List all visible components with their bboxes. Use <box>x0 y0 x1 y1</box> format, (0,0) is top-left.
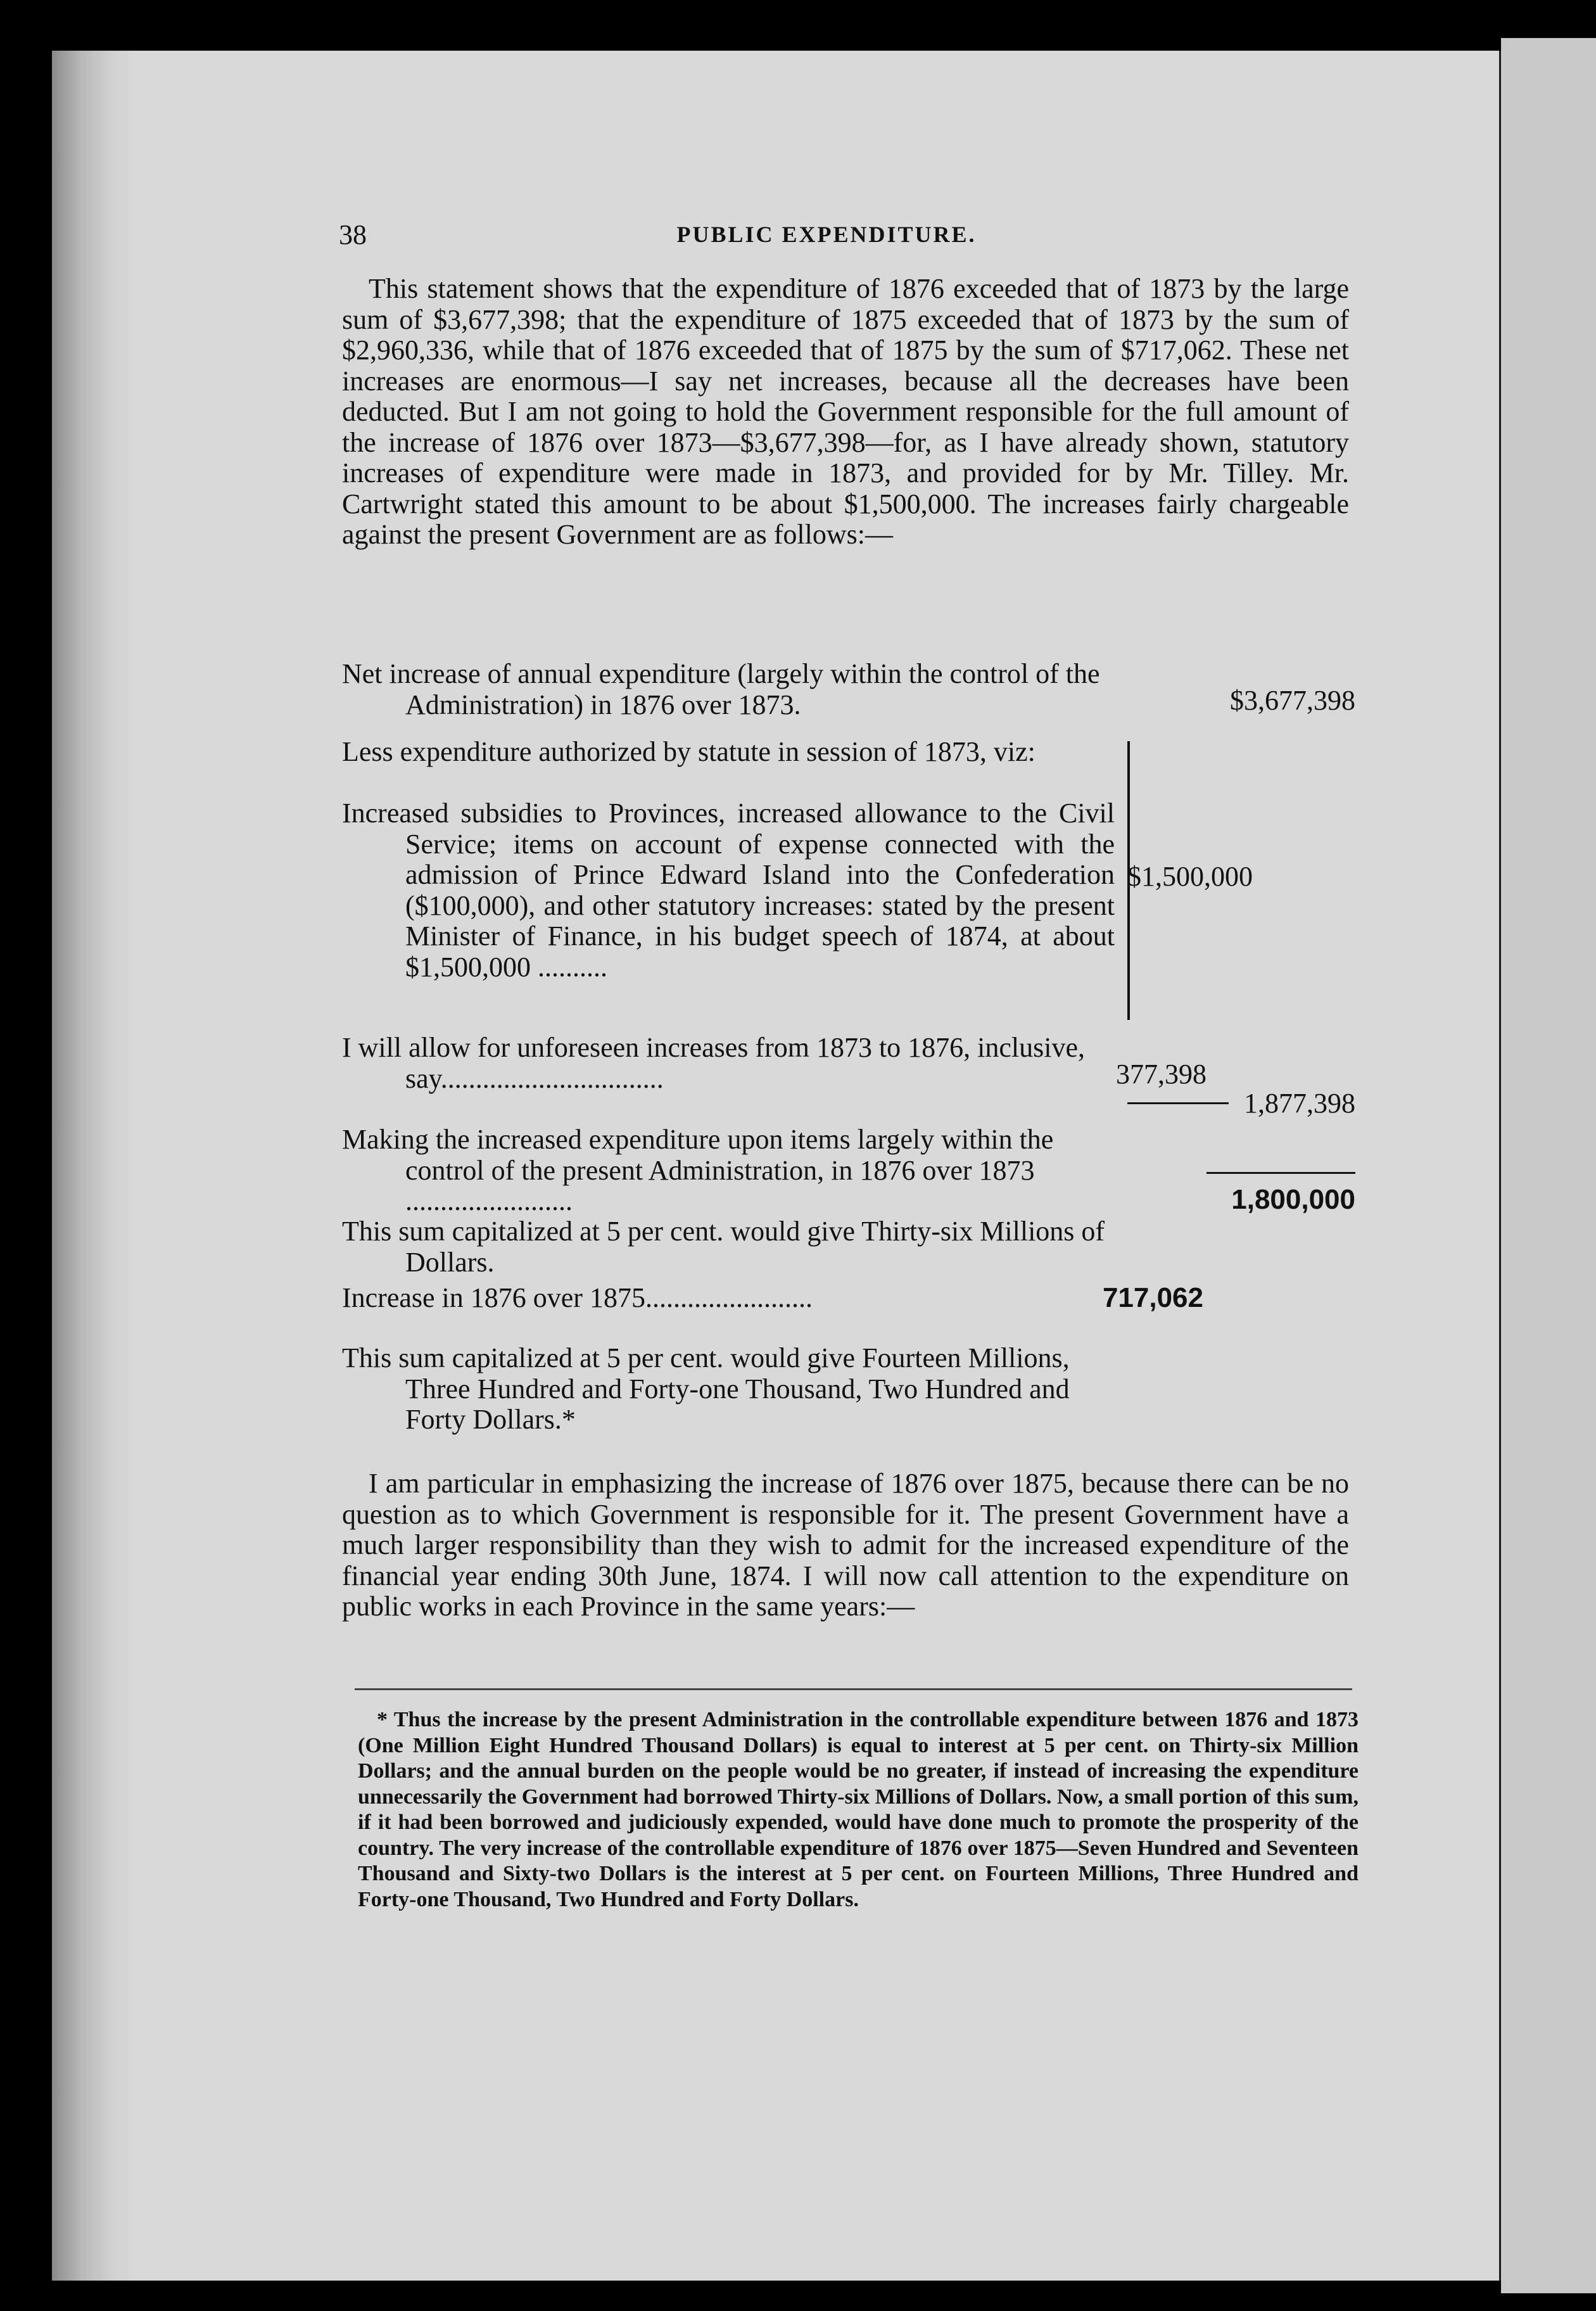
sum-rule <box>1127 1102 1229 1104</box>
page-number: 38 <box>339 219 367 250</box>
page-header <box>291 219 1362 257</box>
running-head: PUBLIC EXPENDITURE. <box>676 222 977 247</box>
unforeseen-amount: 377,398 <box>1116 1059 1206 1090</box>
unforeseen-label: I will allow for unforeseen increases from 1873 to 1876, inclusive, say................................ <box>342 1032 1086 1094</box>
footnote-rule <box>355 1688 1352 1690</box>
page-gutter <box>52 51 134 2281</box>
subsidies-amount: $1,500,000 <box>1127 861 1253 892</box>
increase-1875-label: Increase in 1876 over 1875........................ <box>342 1282 813 1313</box>
net-increase-amount: $3,677,398 <box>1230 685 1355 716</box>
net-increase-label: Net increase of annual expenditure (largely within the control of the Administration) in 1876 over 1873. <box>342 658 1100 720</box>
adjacent-page <box>1501 38 1596 2293</box>
total-rule <box>1206 1172 1355 1174</box>
less-label: Less expenditure authorized by statute in session of 1873, viz: <box>342 736 1036 767</box>
bracket <box>1102 741 1130 1020</box>
deduction-total: 1,877,398 <box>1244 1088 1355 1119</box>
footnote: * Thus the increase by the present Administration in the controllable expenditure between 1876 and 1873 (One Million Eight Hundred Thousand Dollars) is equal to interest at 5 per cent. on Thirty-six Million Dollars; and the annual burden on the people would be no greater, if instead of increasing the expenditure unnecessarily the Government had borrowed Thirty-six Millions of Dollars. Now, a small portion of this sum, if it had been borrowed and judiciously expended, would have done much to promote the prosperity of the country. The very increase of the controllable expenditure of 1876 over 1875—Seven Hundred and Seventeen Thousand and Sixty-two Dollars is the interest at 5 per cent. on Fourteen Millions, Three Hundred and Forty-one Thousand, Two Hundred and Forty Dollars. <box>358 1708 1358 1911</box>
making-label: Making the increased expenditure upon items largely within the control of the present Administration, in 1876 over 1873 ........................ <box>342 1124 1054 1216</box>
capitalized-fourteen: This sum capitalized at 5 per cent. would give Fourteen Millions, Three Hundred and Forty-one Thousand, Two Hundred and Forty Dollars.* <box>342 1342 1070 1435</box>
capitalized-thirty-six: This sum capitalized at 5 per cent. would give Thirty-six Millions of Dollars. <box>342 1216 1105 1278</box>
subsidies-label: Increased subsidies to Provinces, increased allowance to the Civil Service; items on account of expense connected with the admission of Prince Edward Island into the Confederation ($100,000), and other statutory increases: stated by the present Minister of Finance, in his budget speech of 1874, at about $1,500,000 .......... <box>342 798 1115 983</box>
paragraph-intro: This statement shows that the expenditure of 1876 exceeded that of 1873 by the large sum of $3,677,398; that the expenditure of 1875 exceeded that of 1873 by the sum of $2,960,336, while that of 1876 exceeded that of 1875 by the sum of $717,062. These net increases are enormous—I say net increases, because all the decreases have been deducted. But I am not going to hold the Government responsible for the full amount of the increase of 1876 over 1873—$3,677,398—for, as I have already shown, statutory increases of expenditure were made in 1873, and provided for by Mr. Tilley. Mr. Cartwright stated this amount to be about $1,500,000. The increases fairly chargeable against the present Government are as follows:— <box>342 273 1349 550</box>
paragraph-emphasis: I am particular in emphasizing the increase of 1876 over 1875, because there can be no question as to which Government is responsible for it. The present Government have a much larger responsibility than they wish to admit for the increased expenditure of the financial year ending 30th June, 1874. I will now call attention to the expenditure on public works in each Province in the same years:— <box>342 1468 1349 1622</box>
making-amount: 1,800,000 <box>1231 1184 1355 1215</box>
increase-1875-amount: 717,062 <box>1102 1282 1203 1313</box>
